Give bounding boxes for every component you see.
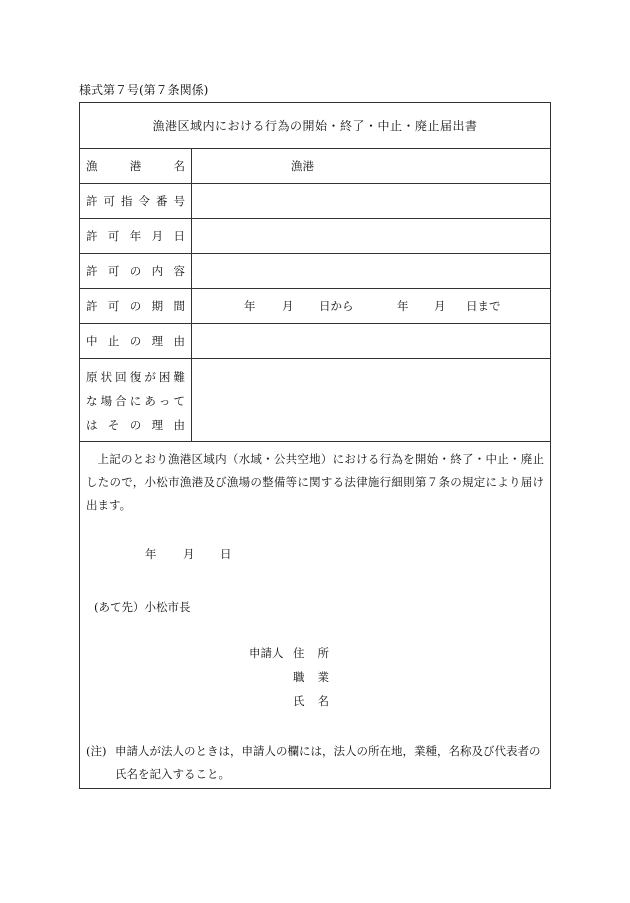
period-to-day: 日まで xyxy=(466,299,501,313)
row-restore-reason xyxy=(80,359,551,442)
row-permit-date xyxy=(80,219,551,254)
row-port-name xyxy=(80,149,551,184)
period-to-year: 年 xyxy=(397,299,409,313)
label-permit-date: 許 可 年 月 日 xyxy=(80,219,192,254)
row-permit-content xyxy=(80,254,551,289)
note-mark: (注) xyxy=(86,744,107,758)
field-permit-number[interactable] xyxy=(192,184,551,219)
row-permit-period xyxy=(80,289,551,324)
date-day[interactable]: 日 xyxy=(220,547,232,561)
field-permit-content[interactable] xyxy=(192,254,551,289)
date-month[interactable]: 月 xyxy=(183,547,195,561)
field-port-name[interactable] xyxy=(192,149,551,184)
form-title: 漁港区域内における行為の開始・終了・中止・廃止届出書 xyxy=(80,103,551,149)
notification-form xyxy=(79,102,551,789)
row-permit-number xyxy=(80,184,551,219)
note xyxy=(86,740,544,786)
label-restore-reason: 原 状 回 復 が 困 難 な 場 合 に あ っ て は そ の 理 由 xyxy=(80,359,192,442)
port-name-suffix: 漁港 xyxy=(291,159,314,173)
declaration-section xyxy=(80,442,551,789)
declaration-text: 上記のとおり漁港区域内（水域・公共空地）における行為を開始・終了・中止・廃止したので，小松市漁港及び漁場の整備等に関する法律施行細則第７条の規定により届け出ます。 xyxy=(86,452,544,512)
field-permit-period[interactable] xyxy=(192,289,551,324)
date-year[interactable]: 年 xyxy=(145,547,157,561)
applicant-occupation[interactable]: 職 業 xyxy=(293,670,329,684)
field-permit-date[interactable] xyxy=(192,219,551,254)
label-permit-content: 許 可 の 内 容 xyxy=(80,254,192,289)
applicant-label: 申請人 xyxy=(249,646,284,660)
row-stop-reason xyxy=(80,324,551,359)
period-from-day: 日から xyxy=(319,299,354,313)
period-from-month: 月 xyxy=(282,299,294,313)
period-to-month: 月 xyxy=(434,299,446,313)
label-stop-reason: 中 止 の 理 由 xyxy=(80,324,192,359)
label-permit-period: 許 可 の 期 間 xyxy=(80,289,192,324)
form-number: 様式第７号(第７条関係) xyxy=(79,83,209,97)
note-text: 申請人が法人のときは，申請人の欄には，法人の所在地，業種，名称及び代表者の氏名を記入すること。 xyxy=(115,744,541,781)
field-stop-reason[interactable] xyxy=(192,324,551,359)
applicant-name[interactable]: 氏 名 xyxy=(293,694,329,708)
field-restore-reason[interactable] xyxy=(192,359,551,442)
applicant-address[interactable]: 住 所 xyxy=(293,646,329,660)
label-port-name: 漁 港 名 xyxy=(80,149,192,184)
period-from-year: 年 xyxy=(244,299,256,313)
addressee: (あて先）小松市長 xyxy=(94,600,191,614)
label-permit-number: 許 可 指 令 番 号 xyxy=(80,184,192,219)
